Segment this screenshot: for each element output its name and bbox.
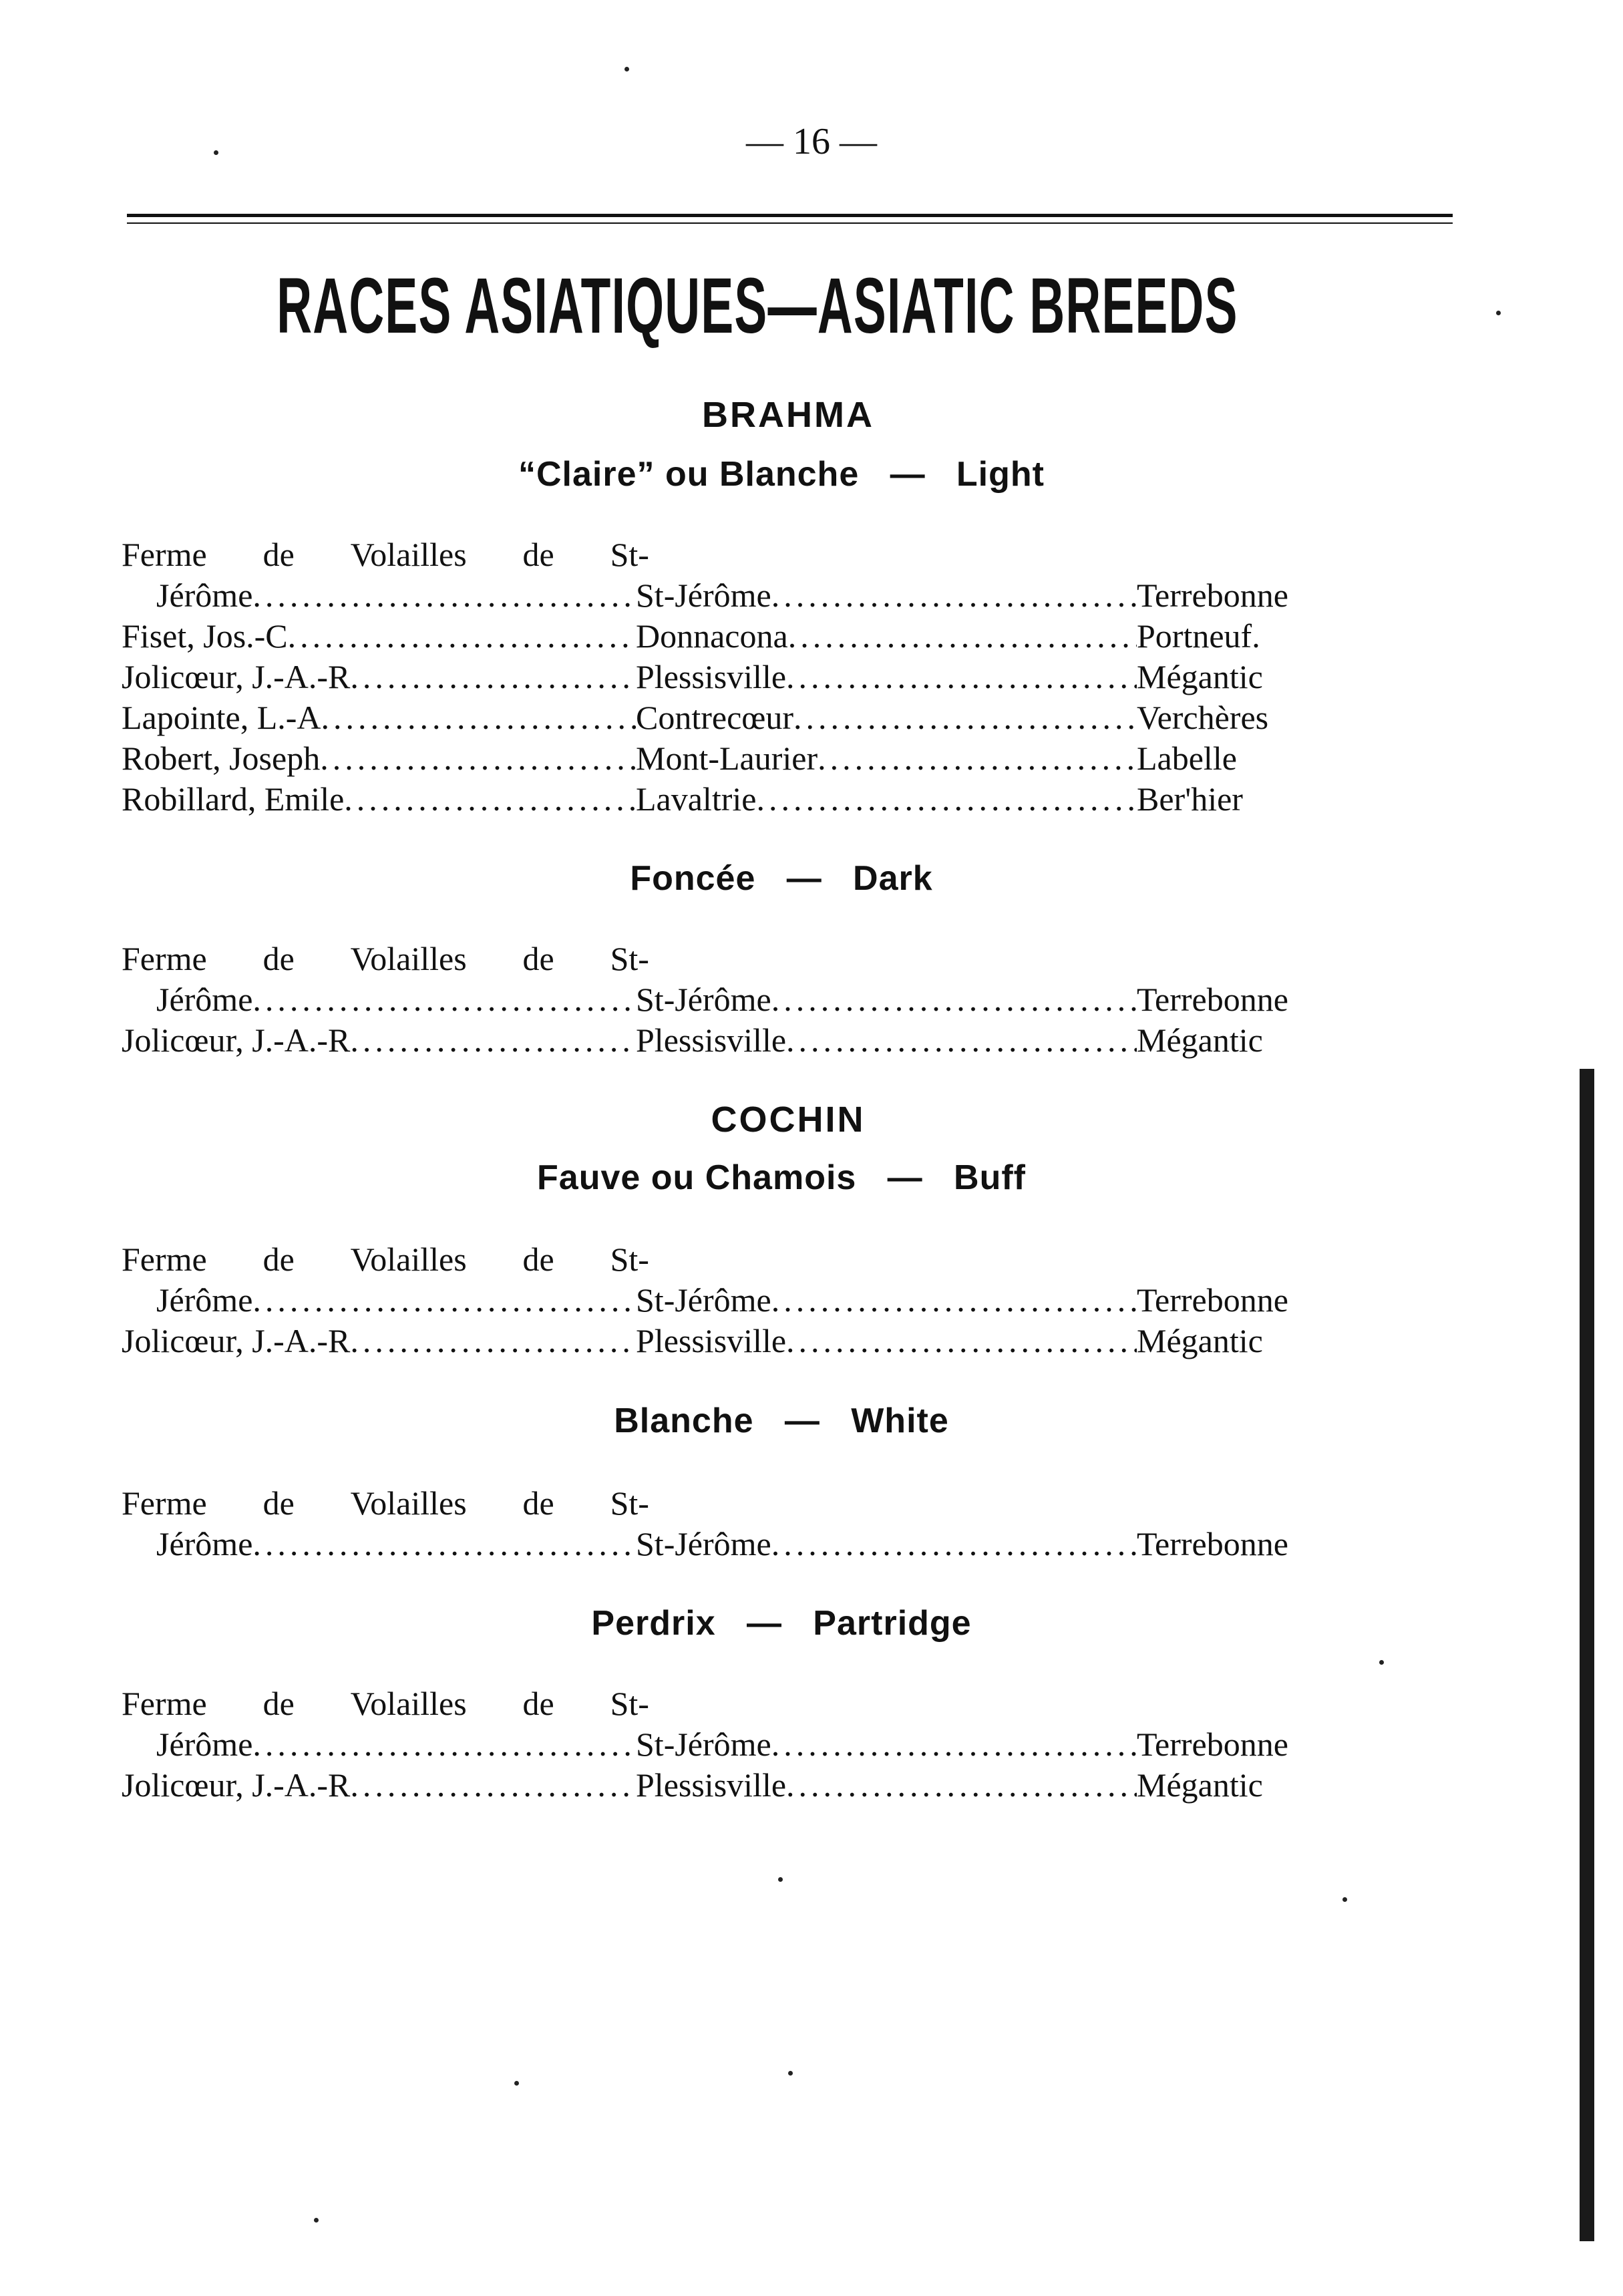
dot-leader <box>786 1020 1137 1061</box>
breeder-town: Plessisville <box>636 1322 787 1359</box>
dot-leader <box>786 1765 1137 1806</box>
breeder-list-cochin-partridge <box>122 1683 1344 1806</box>
dot-leader <box>350 1765 636 1806</box>
breeder-name: Jérôme <box>156 577 253 614</box>
dot-leader <box>771 1524 1137 1565</box>
breeder-county: Mégantic <box>1137 1322 1263 1359</box>
dot-leader <box>771 575 1137 616</box>
scan-speck <box>314 2218 319 2223</box>
breeder-entry <box>122 534 1344 616</box>
breed-heading-brahma: BRAHMA <box>702 395 874 435</box>
scan-speck <box>624 67 629 71</box>
variety-heading-buff: Fauve ou Chamois — Buff <box>537 1158 1026 1197</box>
page-title: RACES ASIATIQUES—ASIATIC BREEDS <box>277 262 1238 350</box>
name-word: de <box>262 1685 295 1722</box>
breeder-name: Jérôme <box>156 1281 253 1319</box>
breeder-entry <box>122 939 1344 1020</box>
breeder-name: Jérôme <box>156 1726 253 1763</box>
name-word: St- <box>610 1241 649 1278</box>
header-rule <box>127 214 1453 224</box>
breeder-entry <box>122 1239 1344 1321</box>
breeder-town: Contrecœur <box>636 699 794 736</box>
dot-leader <box>350 1020 636 1061</box>
breeder-name: Jolicœur, J.-A.-R <box>122 1021 351 1059</box>
breeder-name: Robillard, Emile <box>122 780 345 818</box>
name-word: de <box>522 1685 554 1722</box>
breeder-name-line <box>122 939 649 979</box>
breeder-name: Robert, Joseph <box>122 740 321 777</box>
breeder-town: St-Jérôme <box>636 981 771 1018</box>
scan-speck <box>1379 1660 1384 1665</box>
breeder-name: Jérôme <box>156 981 253 1018</box>
breeder-entry <box>122 697 1344 738</box>
breeder-county: Mégantic <box>1137 658 1263 695</box>
name-word: de <box>262 940 295 977</box>
name-word: St- <box>610 1484 649 1522</box>
dot-leader <box>786 657 1137 697</box>
breeder-name-line <box>122 534 649 575</box>
breeder-county: Ber'hier <box>1137 780 1243 818</box>
breeder-town: Lavaltrie <box>636 780 757 818</box>
dot-leader <box>252 1280 636 1321</box>
name-word: Ferme <box>122 1241 207 1278</box>
breeder-entry <box>122 779 1344 820</box>
breeder-entry <box>122 1765 1344 1806</box>
name-word: Ferme <box>122 536 207 573</box>
page-number: — 16 — <box>746 121 877 162</box>
breeder-county: Portneuf. <box>1137 617 1260 655</box>
dot-leader <box>252 1524 636 1565</box>
breeder-county: Terrebonne <box>1137 981 1288 1018</box>
name-word: Ferme <box>122 1484 207 1522</box>
dot-leader <box>350 657 636 697</box>
breeder-town: St-Jérôme <box>636 1726 771 1763</box>
breeder-name: Lapointe, L.-A <box>122 699 321 736</box>
name-word: Volailles <box>350 536 467 573</box>
scan-speck <box>1496 311 1501 315</box>
dot-leader <box>788 616 1137 657</box>
dot-leader <box>321 697 636 738</box>
dot-leader <box>288 616 636 657</box>
name-word: Volailles <box>350 1484 467 1522</box>
dot-leader <box>786 1321 1137 1361</box>
dot-leader <box>320 738 636 779</box>
name-word: Ferme <box>122 1685 207 1722</box>
name-word: de <box>522 1241 554 1278</box>
name-word: St- <box>610 536 649 573</box>
scan-speck <box>788 2071 793 2076</box>
dot-leader <box>350 1321 636 1361</box>
breeder-county: Verchères <box>1137 699 1269 736</box>
breeder-name: Jolicœur, J.-A.-R <box>122 1322 351 1359</box>
scan-speck <box>514 2081 519 2086</box>
variety-heading-partridge: Perdrix — Partridge <box>591 1604 972 1643</box>
breeder-entry <box>122 616 1344 657</box>
breeder-town: St-Jérôme <box>636 1281 771 1319</box>
scan-speck <box>214 150 218 155</box>
breeder-town: St-Jérôme <box>636 1525 771 1563</box>
breeder-list-brahma-light <box>122 534 1344 820</box>
name-word: St- <box>610 1685 649 1722</box>
breeder-name: Jolicœur, J.-A.-R <box>122 658 351 695</box>
breeder-name: Fiset, Jos.-C <box>122 617 288 655</box>
breeder-name-line <box>122 1683 649 1724</box>
scan-speck <box>1342 1897 1347 1902</box>
breeder-entry <box>122 1483 1344 1565</box>
breeder-entry <box>122 738 1344 779</box>
breeder-town: St-Jérôme <box>636 577 771 614</box>
dot-leader <box>252 979 636 1020</box>
dot-leader <box>252 1724 636 1765</box>
dot-leader <box>756 779 1137 820</box>
scan-speck <box>778 1877 783 1882</box>
scan-edge-shadow <box>1580 1069 1594 2241</box>
breeder-county: Terrebonne <box>1137 1726 1288 1763</box>
breeder-county: Mégantic <box>1137 1021 1263 1059</box>
name-word: Volailles <box>350 940 467 977</box>
dot-leader <box>771 1724 1137 1765</box>
variety-heading-dark: Foncée — Dark <box>630 859 933 898</box>
breeder-list-brahma-dark <box>122 939 1344 1061</box>
breeder-name: Jolicœur, J.-A.-R <box>122 1766 351 1804</box>
name-word: de <box>522 1484 554 1522</box>
breeder-county: Mégantic <box>1137 1766 1263 1804</box>
dot-leader <box>344 779 636 820</box>
dot-leader <box>771 979 1137 1020</box>
breeder-town: Plessisville <box>636 1766 787 1804</box>
breeder-town: Plessisville <box>636 1021 787 1059</box>
dot-leader <box>793 697 1137 738</box>
name-word: de <box>522 536 554 573</box>
name-word: de <box>262 1241 295 1278</box>
breeder-town: Mont-Laurier <box>636 740 818 777</box>
name-word: St- <box>610 940 649 977</box>
dot-leader <box>818 738 1137 779</box>
breeder-entry <box>122 1020 1344 1061</box>
breeder-town: Donnacona <box>636 617 788 655</box>
name-word: Volailles <box>350 1685 467 1722</box>
breeder-entry <box>122 1683 1344 1765</box>
breeder-entry <box>122 657 1344 697</box>
name-word: Ferme <box>122 940 207 977</box>
variety-heading-light: “Claire” ou Blanche — Light <box>518 455 1045 494</box>
dot-leader <box>771 1280 1137 1321</box>
name-word: Volailles <box>350 1241 467 1278</box>
breeder-name: Jérôme <box>156 1525 253 1563</box>
variety-heading-white: Blanche — White <box>614 1402 949 1440</box>
breeder-county: Terrebonne <box>1137 1525 1288 1563</box>
breeder-list-cochin-white <box>122 1483 1344 1565</box>
breeder-town: Plessisville <box>636 658 787 695</box>
name-word: de <box>522 940 554 977</box>
breeder-county: Labelle <box>1137 740 1237 777</box>
breeder-county: Terrebonne <box>1137 577 1288 614</box>
breeder-entry <box>122 1321 1344 1361</box>
name-word: de <box>262 536 295 573</box>
dot-leader <box>252 575 636 616</box>
breeder-name-line <box>122 1239 649 1280</box>
breed-heading-cochin: COCHIN <box>711 1100 866 1140</box>
name-word: de <box>262 1484 295 1522</box>
breeder-list-cochin-buff <box>122 1239 1344 1361</box>
breeder-name-line <box>122 1483 649 1524</box>
breeder-county: Terrebonne <box>1137 1281 1288 1319</box>
